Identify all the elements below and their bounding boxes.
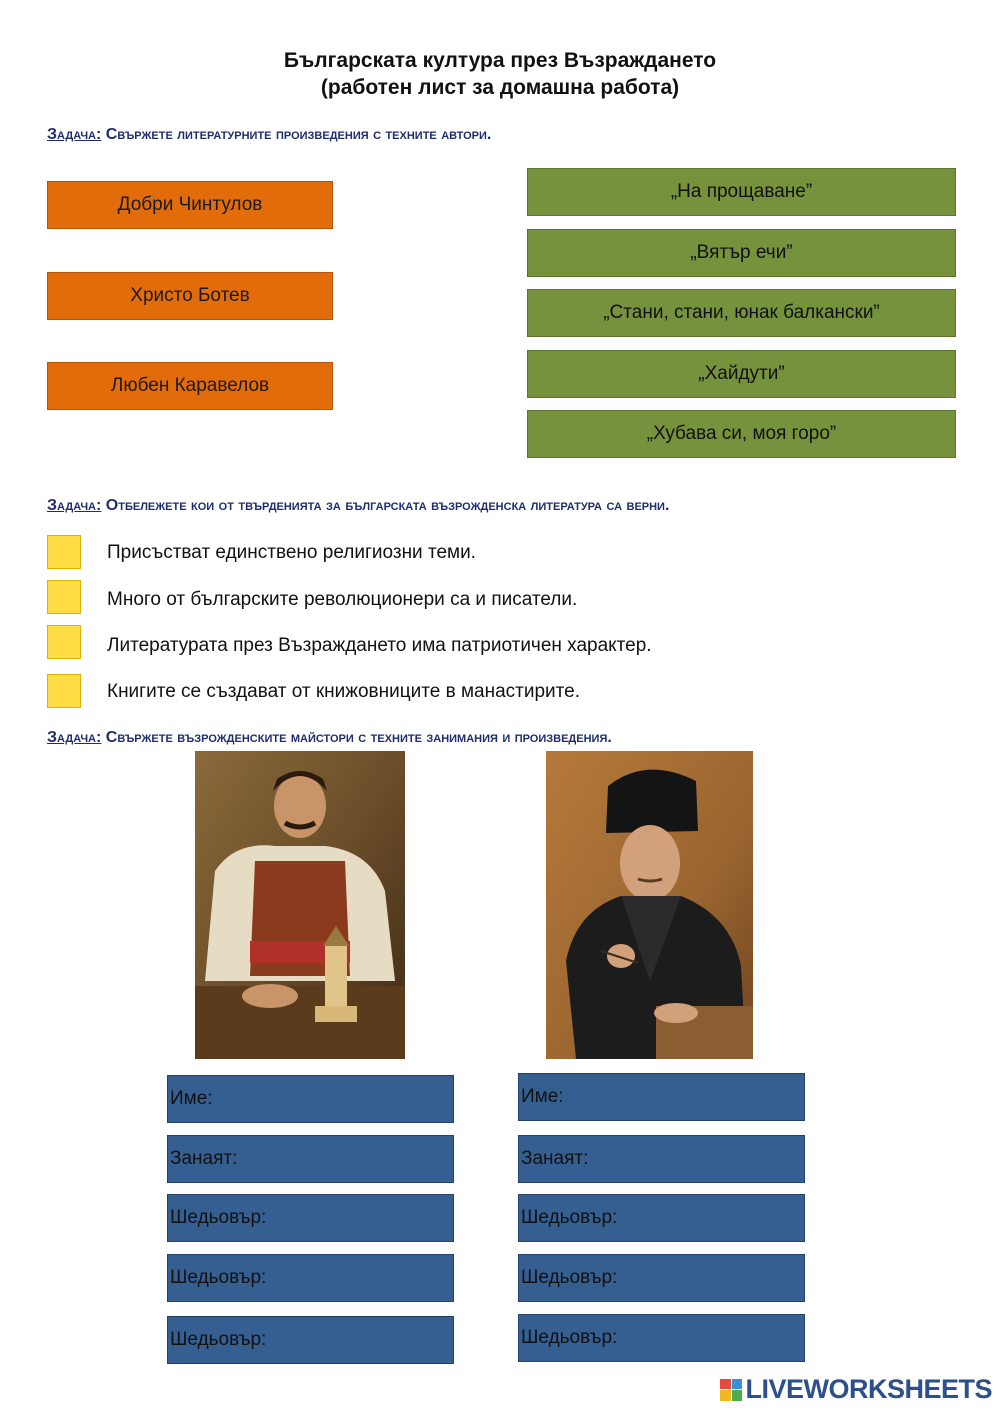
checkbox-1[interactable]: [47, 535, 81, 569]
author-box-1[interactable]: Добри Чинтулов: [47, 181, 333, 229]
right-field-name[interactable]: Име:: [518, 1073, 805, 1121]
right-field-craft[interactable]: Занаят:: [518, 1135, 805, 1183]
liveworksheets-brand: LIVEWORKSHEETS: [745, 1374, 992, 1404]
work-box-3[interactable]: „Стани, стани, юнак балкански”: [527, 289, 956, 337]
work-box-5[interactable]: „Хубава си, моя горо”: [527, 410, 956, 458]
task-1-heading: [47, 126, 491, 144]
task-3-heading: [47, 729, 612, 747]
author-box-2[interactable]: Христо Ботев: [47, 272, 333, 320]
checkbox-3[interactable]: [47, 625, 81, 659]
task-2-label: Задача:: [47, 497, 102, 514]
statement-1: Присъстват единствено религиозни теми.: [107, 542, 476, 563]
liveworksheets-logo[interactable]: [720, 1374, 992, 1405]
left-field-masterpiece-1[interactable]: Шедьовър:: [167, 1194, 454, 1242]
liveworksheets-logo-icon: [720, 1379, 742, 1401]
task-2-text: Отбележете кои от твърденията за българската възрожденска литература са верни.: [105, 497, 670, 514]
page-title: Българската култура през Възраждането: [283, 49, 717, 72]
work-box-2[interactable]: „Вятър ечи”: [527, 229, 956, 277]
task-1-text: Свържете литературните произведения с техните автори.: [105, 126, 492, 143]
statement-3: Литературата през Възраждането има патриотичен характер.: [107, 635, 652, 656]
portrait-painter: [546, 751, 753, 1059]
task-1-label: Задача:: [47, 126, 102, 143]
right-field-masterpiece-1[interactable]: Шедьовър:: [518, 1194, 805, 1242]
right-field-masterpiece-3[interactable]: Шедьовър:: [518, 1314, 805, 1362]
page-subtitle: (работен лист за домашна работа): [320, 76, 680, 99]
work-box-4[interactable]: „Хайдути”: [527, 350, 956, 398]
task-3-text: Свържете възрожденските майстори с техните занимания и произведения.: [105, 729, 612, 746]
left-field-name[interactable]: Име:: [167, 1075, 454, 1123]
portrait-craftsman: [195, 751, 405, 1059]
task-2-heading: [47, 497, 669, 515]
author-box-3[interactable]: Любен Каравелов: [47, 362, 333, 410]
portrait-painter-image: [546, 751, 753, 1059]
statement-4: Книгите се създават от книжовниците в манастирите.: [107, 681, 580, 702]
portrait-craftsman-image: [195, 751, 405, 1059]
checkbox-4[interactable]: [47, 674, 81, 708]
work-box-1[interactable]: „На прощаване”: [527, 168, 956, 216]
checkbox-2[interactable]: [47, 580, 81, 614]
right-field-masterpiece-2[interactable]: Шедьовър:: [518, 1254, 805, 1302]
left-field-masterpiece-3[interactable]: Шедьовър:: [167, 1316, 454, 1364]
left-field-masterpiece-2[interactable]: Шедьовър:: [167, 1254, 454, 1302]
task-3-label: Задача:: [47, 729, 102, 746]
left-field-craft[interactable]: Занаят:: [167, 1135, 454, 1183]
statement-2: Много от българските революционери са и писатели.: [107, 589, 578, 610]
